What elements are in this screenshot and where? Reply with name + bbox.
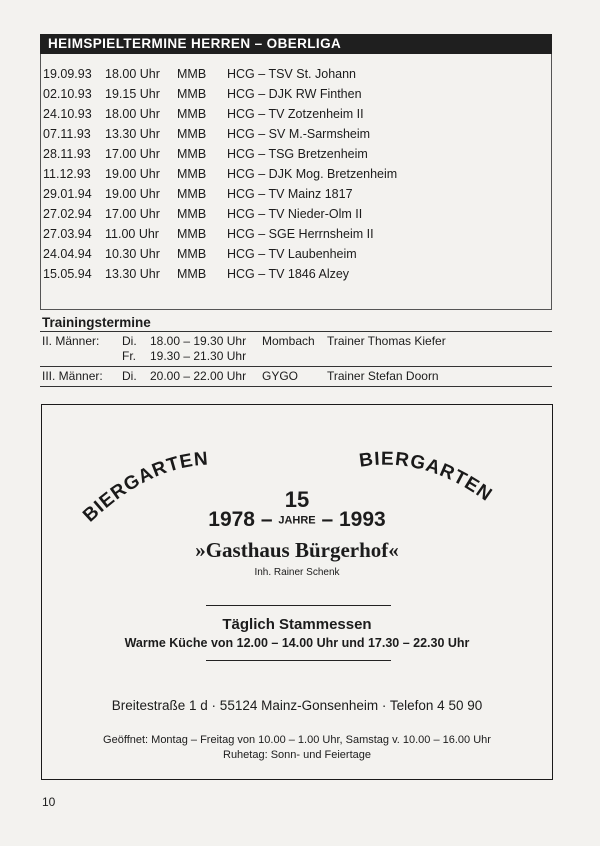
game-date: 27.02.94 xyxy=(43,207,92,221)
game-match: HCG – DJK RW Finthen xyxy=(227,87,362,101)
year-end: – 1993 xyxy=(321,508,386,531)
game-time: 17.00 Uhr xyxy=(105,207,160,221)
game-time: 13.30 Uhr xyxy=(105,127,160,141)
training-day: Di. xyxy=(122,369,137,383)
game-match: HCG – TV Zotzenheim II xyxy=(227,107,364,121)
arc-heading-left: BIERGARTEN xyxy=(79,448,210,527)
anniversary-years xyxy=(42,508,552,532)
opening-hours: Geöffnet: Montag – Freitag von 10.00 – 1.00 Uhr, Samstag v. 10.00 – 16.00 Uhr xyxy=(103,734,491,746)
anniversary-number: 15 xyxy=(284,487,310,512)
game-match: HCG – TV Nieder-Olm II xyxy=(227,207,363,221)
arc-heading-right: BIERGARTEN xyxy=(357,448,497,506)
game-match: HCG – TSG Bretzenheim xyxy=(227,147,368,161)
game-date: 27.03.94 xyxy=(43,227,92,241)
game-time: 19.00 Uhr xyxy=(105,167,160,181)
game-venue: MMB xyxy=(177,267,207,281)
game-time: 18.00 Uhr xyxy=(105,107,160,121)
game-date: 11.12.93 xyxy=(43,167,91,181)
game-time: 19.00 Uhr xyxy=(105,187,160,201)
training-group: II. Männer: xyxy=(42,334,100,348)
game-venue: MMB xyxy=(177,67,207,81)
section-header: HEIMSPIELTERMINE HERREN – OBERLIGA xyxy=(40,34,552,54)
game-date: 15.05.94 xyxy=(43,267,92,281)
game-venue: MMB xyxy=(177,247,207,261)
training-day: Fr. xyxy=(122,349,136,363)
training-place: GYGO xyxy=(262,369,299,383)
training-day: Di. xyxy=(122,334,137,348)
game-time: 11.00 Uhr xyxy=(105,227,159,241)
training-trainer: Trainer Stefan Doorn xyxy=(327,369,439,383)
restaurant-name: »Gasthaus Bürgerhof« xyxy=(195,538,399,562)
beer-garden-ad xyxy=(41,404,553,780)
divider xyxy=(206,605,391,606)
home-game-schedule xyxy=(40,54,552,310)
game-match: HCG – TV 1846 Alzey xyxy=(227,267,350,281)
rest-day: Ruhetag: Sonn- und Feiertage xyxy=(223,749,371,761)
game-venue: MMB xyxy=(177,207,207,221)
game-venue: MMB xyxy=(177,147,207,161)
training-title: Trainingstermine xyxy=(42,315,151,330)
game-date: 24.04.94 xyxy=(43,247,92,261)
game-venue: MMB xyxy=(177,107,207,121)
game-venue: MMB xyxy=(177,87,207,101)
game-date: 29.01.94 xyxy=(43,187,92,201)
game-match: HCG – TV Laubenheim xyxy=(227,247,357,261)
game-date: 07.11.93 xyxy=(43,127,91,141)
game-time: 19.15 Uhr xyxy=(105,87,160,101)
game-match: HCG – DJK Mog. Bretzenheim xyxy=(227,167,398,181)
training-time: 20.00 – 22.00 Uhr xyxy=(150,369,247,383)
game-venue: MMB xyxy=(177,167,207,181)
game-time: 13.30 Uhr xyxy=(105,267,160,281)
game-date: 28.11.93 xyxy=(43,147,91,161)
game-venue: MMB xyxy=(177,227,207,241)
game-match: HCG – TSV St. Johann xyxy=(227,67,356,81)
game-time: 10.30 Uhr xyxy=(105,247,160,261)
page-number: 10 xyxy=(42,795,56,809)
game-match: HCG – TV Mainz 1817 xyxy=(227,187,353,201)
training-place: Mombach xyxy=(262,334,315,348)
training-time: 18.00 – 19.30 Uhr xyxy=(150,334,247,348)
game-match: HCG – SV M.-Sarmsheim xyxy=(227,127,371,141)
year-start: 1978 – xyxy=(208,508,273,531)
training-divider xyxy=(40,366,552,367)
years-word: JAHRE xyxy=(278,514,316,527)
daily-special: Täglich Stammessen xyxy=(222,616,372,633)
address-line: Breitestraße 1 d · 55124 Mainz-Gonsenheim · Telefon 4 50 90 xyxy=(111,698,483,713)
game-date: 24.10.93 xyxy=(43,107,92,121)
training-group: III. Männer: xyxy=(42,369,103,383)
kitchen-hours: Warme Küche von 12.00 – 14.00 Uhr und 17.30 – 22.30 Uhr xyxy=(124,636,470,650)
game-venue: MMB xyxy=(177,187,207,201)
owner-line: Inh. Rainer Schenk xyxy=(254,567,340,578)
game-date: 02.10.93 xyxy=(43,87,92,101)
training-time: 19.30 – 21.30 Uhr xyxy=(150,349,247,363)
game-venue: MMB xyxy=(177,127,207,141)
game-date: 19.09.93 xyxy=(43,67,92,81)
game-time: 17.00 Uhr xyxy=(105,147,160,161)
game-match: HCG – SGE Herrnsheim II xyxy=(227,227,374,241)
training-trainer: Trainer Thomas Kiefer xyxy=(327,334,446,348)
game-time: 18.00 Uhr xyxy=(105,67,160,81)
training-table xyxy=(40,331,552,387)
divider xyxy=(206,660,391,661)
